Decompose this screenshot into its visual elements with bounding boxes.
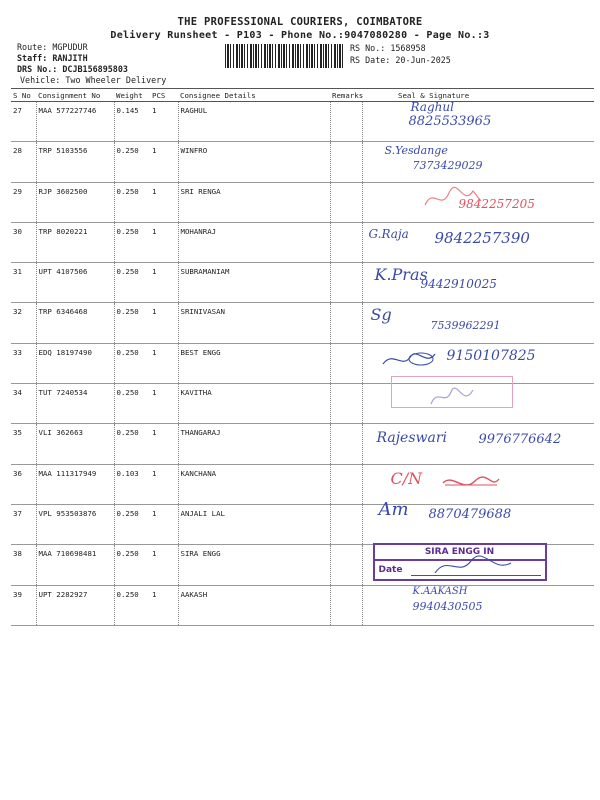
row-weight: 0.250 bbox=[114, 585, 150, 625]
row-sno: 31 bbox=[11, 263, 36, 303]
row-consignee: SUBRAMANIAM bbox=[178, 263, 330, 303]
row-consignment: MAA 577227746 bbox=[36, 102, 114, 142]
rs-no-value: 1568958 bbox=[390, 43, 426, 53]
table-row bbox=[11, 303, 594, 343]
company-title: THE PROFESSIONAL COURIERS, COIMBATORE bbox=[177, 16, 423, 28]
rs-no-line: RS No.: 1568958 bbox=[350, 43, 426, 53]
table-row bbox=[11, 102, 594, 142]
row-pcs: 1 bbox=[150, 102, 178, 142]
row-pcs: 1 bbox=[150, 142, 178, 182]
row-remarks bbox=[330, 343, 362, 383]
row-consignment: UPT 2282927 bbox=[36, 585, 114, 625]
row-consignment: TRP 8020221 bbox=[36, 222, 114, 262]
signature-scribble bbox=[427, 384, 477, 412]
row-remarks bbox=[330, 585, 362, 625]
row-weight: 0.250 bbox=[114, 182, 150, 222]
table-row bbox=[11, 585, 594, 625]
col-consignee: Consignee Details bbox=[178, 89, 330, 102]
row-weight: 0.250 bbox=[114, 263, 150, 303]
rs-date-line: RS Date: 20-Jun-2025 bbox=[350, 55, 451, 65]
table-row bbox=[11, 504, 594, 544]
runsheet-table bbox=[11, 88, 594, 626]
row-weight: 0.145 bbox=[114, 102, 150, 142]
row-pcs: 1 bbox=[150, 545, 178, 585]
row-seal bbox=[362, 384, 594, 424]
table-row bbox=[11, 182, 594, 222]
staff-line: Staff: RANJITH bbox=[17, 53, 88, 63]
row-seal bbox=[362, 142, 594, 182]
staff-value: RANJITH bbox=[52, 53, 88, 63]
signature-phone: 9842257205 bbox=[458, 196, 535, 211]
row-consignee: MOHANRAJ bbox=[178, 222, 330, 262]
row-pcs: 1 bbox=[150, 504, 178, 544]
row-consignment: TRP 5103556 bbox=[36, 142, 114, 182]
row-consignee: KANCHANA bbox=[178, 464, 330, 504]
row-consignee: WINFRO bbox=[178, 142, 330, 182]
row-pcs: 1 bbox=[150, 263, 178, 303]
row-seal bbox=[362, 222, 594, 262]
row-remarks bbox=[330, 504, 362, 544]
row-seal bbox=[362, 182, 594, 222]
signature-name: K.Pras bbox=[374, 265, 428, 285]
row-seal bbox=[362, 263, 594, 303]
drs-value: DCJB156895803 bbox=[62, 64, 128, 74]
row-sno: 39 bbox=[11, 585, 36, 625]
row-consignee: SRI RENGA bbox=[178, 182, 330, 222]
row-weight: 0.103 bbox=[114, 464, 150, 504]
signature-phone: 9842257390 bbox=[434, 228, 530, 247]
signature-phone: 8825533965 bbox=[408, 114, 492, 129]
row-consignment: EDQ 18197490 bbox=[36, 343, 114, 383]
row-consignment: TUT 7240534 bbox=[36, 384, 114, 424]
table-row bbox=[11, 545, 594, 585]
row-remarks bbox=[330, 222, 362, 262]
signature-phone: 7373429029 bbox=[412, 159, 483, 173]
rs-date-value: 20-Jun-2025 bbox=[395, 55, 451, 65]
row-consignee: RAGHUL bbox=[178, 102, 330, 142]
vehicle-line: Vehicle: Two Wheeler Delivery bbox=[20, 75, 167, 85]
stamp-company-name: SIRA ENGG IN bbox=[375, 545, 545, 561]
row-remarks bbox=[330, 545, 362, 585]
col-weight: Weight bbox=[114, 89, 150, 102]
table-row bbox=[11, 384, 594, 424]
vehicle-value: Two Wheeler Delivery bbox=[65, 75, 167, 85]
col-pcs: PCS bbox=[150, 89, 178, 102]
signature-scribble bbox=[433, 551, 513, 581]
row-consignment: MAA 710698481 bbox=[36, 545, 114, 585]
row-seal bbox=[362, 424, 594, 464]
row-consignment: RJP 3602500 bbox=[36, 182, 114, 222]
route-line: Route: MGPUDUR bbox=[17, 42, 88, 52]
drs-line: DRS No.: DCJB156895803 bbox=[17, 64, 128, 74]
row-weight: 0.250 bbox=[114, 384, 150, 424]
row-sno: 32 bbox=[11, 303, 36, 343]
signature-phone: 8870479688 bbox=[428, 506, 512, 522]
col-sno: S No bbox=[11, 89, 36, 102]
signature-scribble bbox=[381, 346, 437, 372]
row-remarks bbox=[330, 182, 362, 222]
row-seal bbox=[362, 498, 594, 544]
row-remarks bbox=[330, 102, 362, 142]
table-header bbox=[11, 89, 594, 102]
row-consignee: BEST ENGG bbox=[178, 343, 330, 383]
row-weight: 0.250 bbox=[114, 222, 150, 262]
row-remarks bbox=[330, 464, 362, 504]
row-sno: 29 bbox=[11, 182, 36, 222]
row-consignee: AAKASH bbox=[178, 585, 330, 625]
row-sno: 37 bbox=[11, 504, 36, 544]
signature-name: Rajeswari bbox=[376, 430, 448, 447]
signature-phone: 7539962291 bbox=[430, 319, 501, 333]
signature-name: Sg bbox=[370, 305, 392, 325]
row-pcs: 1 bbox=[150, 303, 178, 343]
row-remarks bbox=[330, 384, 362, 424]
row-consignee: SIRA ENGG bbox=[178, 545, 330, 585]
row-consignment: MAA 111317949 bbox=[36, 464, 114, 504]
route-value: MGPUDUR bbox=[52, 42, 88, 52]
row-remarks bbox=[330, 263, 362, 303]
row-weight: 0.250 bbox=[114, 343, 150, 383]
row-weight: 0.250 bbox=[114, 504, 150, 544]
barcode bbox=[225, 44, 343, 68]
row-pcs: 1 bbox=[150, 182, 178, 222]
row-seal bbox=[362, 585, 594, 625]
row-sno: 28 bbox=[11, 142, 36, 182]
signature-name: Raghul bbox=[410, 100, 454, 114]
row-sno: 34 bbox=[11, 384, 36, 424]
row-consignment: VLI 362663 bbox=[36, 424, 114, 464]
stamp-date-label: Date bbox=[378, 565, 403, 576]
row-consignee: ANJALI LAL bbox=[178, 504, 330, 544]
row-sno: 33 bbox=[11, 343, 36, 383]
table-row bbox=[11, 142, 594, 182]
row-weight: 0.250 bbox=[114, 142, 150, 182]
row-seal bbox=[362, 102, 594, 142]
table-row bbox=[11, 464, 594, 504]
signature-phone: 9976776642 bbox=[478, 432, 562, 448]
row-remarks bbox=[330, 303, 362, 343]
row-seal bbox=[362, 545, 594, 585]
row-weight: 0.250 bbox=[114, 424, 150, 464]
col-consignment: Consignment No bbox=[36, 89, 114, 102]
row-pcs: 1 bbox=[150, 424, 178, 464]
table-row bbox=[11, 263, 594, 303]
row-consignee: THANGARAJ bbox=[178, 424, 330, 464]
row-pcs: 1 bbox=[150, 343, 178, 383]
signature-scribble bbox=[441, 473, 501, 493]
row-consignment: TRP 6346468 bbox=[36, 303, 114, 343]
row-sno: 35 bbox=[11, 424, 36, 464]
signature-name: G.Raja bbox=[368, 226, 409, 241]
col-seal: Seal & Signature bbox=[362, 89, 594, 102]
table-row bbox=[11, 424, 594, 464]
row-pcs: 1 bbox=[150, 222, 178, 262]
row-weight: 0.250 bbox=[114, 303, 150, 343]
signature-name: C/N bbox=[390, 468, 423, 488]
table-row bbox=[11, 222, 594, 262]
row-consignment: VPL 953503876 bbox=[36, 504, 114, 544]
signature-name: S.Yesdange bbox=[384, 144, 448, 158]
row-consignment: UPT 4107506 bbox=[36, 263, 114, 303]
row-pcs: 1 bbox=[150, 464, 178, 504]
row-consignee: SRINIVASAN bbox=[178, 303, 330, 343]
row-sno: 27 bbox=[11, 102, 36, 142]
row-remarks bbox=[330, 142, 362, 182]
row-consignee: KAVITHA bbox=[178, 384, 330, 424]
signature-phone: 9940430505 bbox=[412, 599, 483, 613]
row-pcs: 1 bbox=[150, 384, 178, 424]
row-sno: 30 bbox=[11, 222, 36, 262]
col-remarks: Remarks bbox=[332, 90, 364, 100]
row-pcs: 1 bbox=[150, 585, 178, 625]
row-sno: 36 bbox=[11, 464, 36, 504]
row-weight: 0.250 bbox=[114, 545, 150, 585]
signature-phone: 9150107825 bbox=[446, 347, 536, 364]
row-remarks bbox=[330, 424, 362, 464]
row-seal bbox=[362, 303, 594, 343]
signature-phone: 9442910025 bbox=[420, 277, 497, 292]
signature-name: K.AAKASH bbox=[412, 585, 468, 597]
row-sno: 38 bbox=[11, 545, 36, 585]
runsheet-title: Delivery Runsheet - P103 - Phone No.:9047080280 - Page No.:3 bbox=[110, 30, 490, 41]
signature-name: Am bbox=[378, 498, 409, 520]
